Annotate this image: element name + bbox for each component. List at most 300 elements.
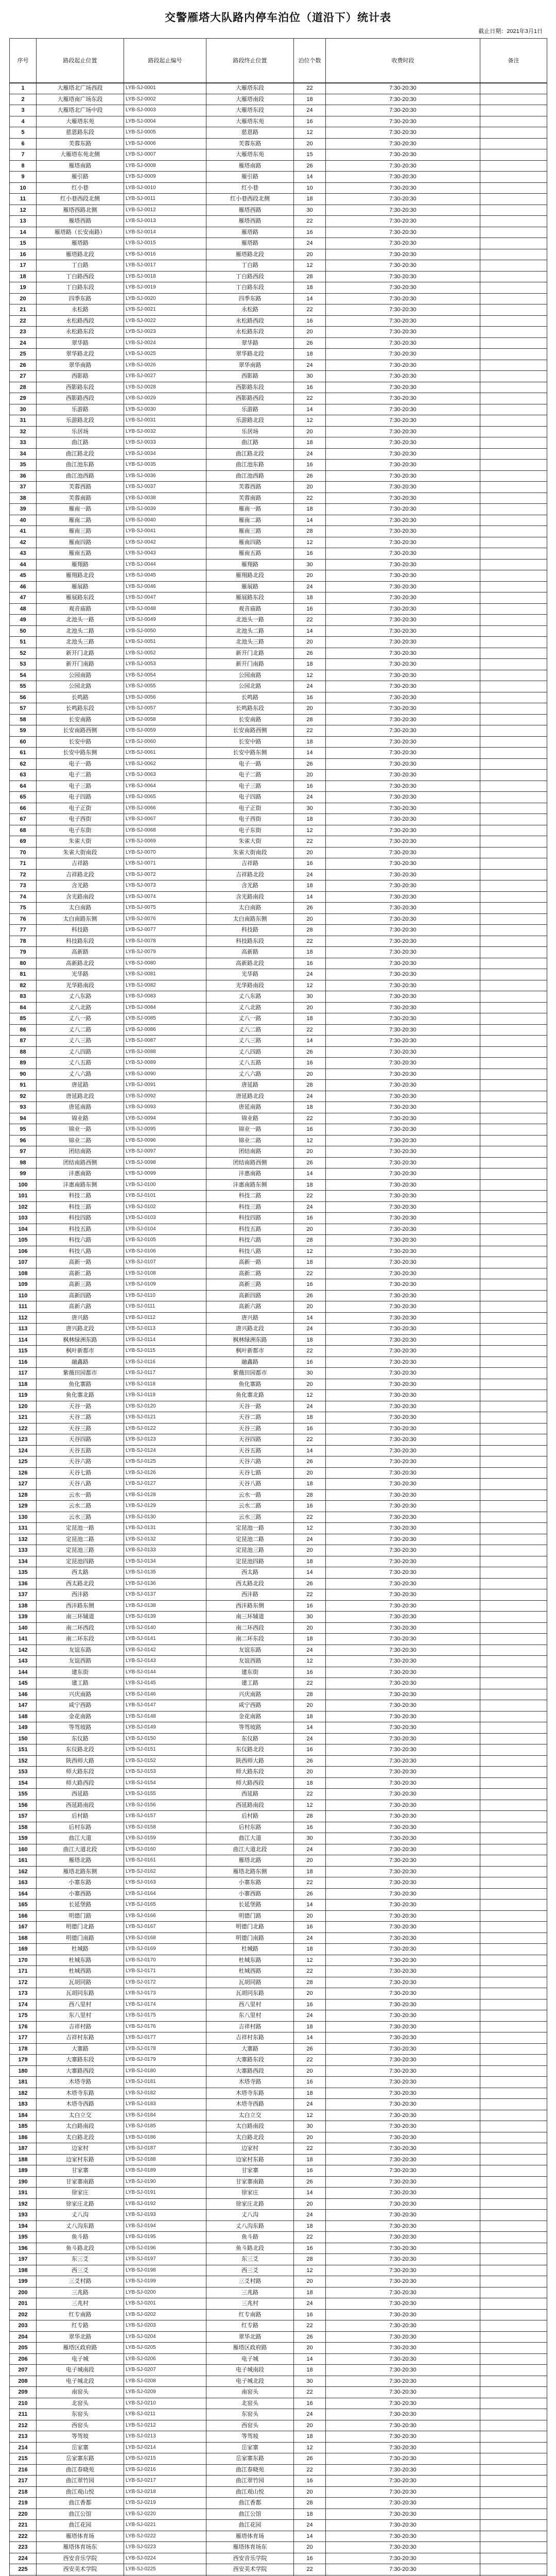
column-header-end: 路段终止位置 xyxy=(206,39,294,83)
row-seq: 60 xyxy=(10,736,37,748)
row-count: 14 xyxy=(294,1567,326,1579)
row-seq: 28 xyxy=(10,382,37,393)
row-note xyxy=(480,1489,547,1501)
table-row xyxy=(10,2132,547,2143)
row-hours: 7:30-20:30 xyxy=(326,2188,480,2199)
row-hours: 7:30-20:30 xyxy=(326,504,480,515)
table-row xyxy=(10,2021,547,2032)
table-row xyxy=(10,1346,547,1357)
row-note xyxy=(480,426,547,437)
row-seq: 105 xyxy=(10,1235,37,1246)
row-start: 丈八二路 xyxy=(37,1024,124,1036)
row-end: 沣惠南路 xyxy=(206,1168,294,1180)
table-row xyxy=(10,1069,547,1080)
row-hours: 7:30-20:30 xyxy=(326,160,480,172)
row-count: 22 xyxy=(294,1024,326,1036)
row-count: 16 xyxy=(294,958,326,969)
row-hours: 7:30-20:30 xyxy=(326,1013,480,1025)
table-row xyxy=(10,2055,547,2066)
row-end: 西太路 xyxy=(206,1567,294,1579)
row-seq: 141 xyxy=(10,1634,37,1645)
row-code: LYB-SJ-0180 xyxy=(124,2065,206,2077)
row-note xyxy=(480,460,547,471)
row-seq: 155 xyxy=(10,1789,37,1800)
row-hours: 7:30-20:30 xyxy=(326,2564,480,2575)
row-count: 26 xyxy=(294,2043,326,2055)
row-count: 20 xyxy=(294,1146,326,1158)
row-end: 唐兴路北段 xyxy=(206,1324,294,1335)
row-start: 长安中路 xyxy=(37,736,124,748)
row-note xyxy=(480,803,547,814)
table-row xyxy=(10,2442,547,2453)
row-seq: 179 xyxy=(10,2055,37,2066)
row-hours: 7:30-20:30 xyxy=(326,1567,480,1579)
row-seq: 24 xyxy=(10,337,37,349)
row-start: 太白路南段 xyxy=(37,2121,124,2132)
row-start: 太白南路东侧 xyxy=(37,913,124,925)
row-seq: 180 xyxy=(10,2065,37,2077)
row-start: 沣惠南路 xyxy=(37,1168,124,1180)
row-start: 芙蓉西路 xyxy=(37,482,124,493)
row-end: 长安南路西侧 xyxy=(206,725,294,737)
table-row xyxy=(10,2420,547,2431)
row-seq: 124 xyxy=(10,1445,37,1456)
row-seq: 135 xyxy=(10,1567,37,1579)
row-seq: 164 xyxy=(10,1888,37,1900)
row-count: 20 xyxy=(294,2132,326,2143)
row-note xyxy=(480,570,547,582)
row-hours: 7:30-20:30 xyxy=(326,1501,480,1512)
row-hours: 7:30-20:30 xyxy=(326,1412,480,1423)
row-start: 天谷七路 xyxy=(37,1467,124,1479)
row-note xyxy=(480,1080,547,1091)
row-count: 20 xyxy=(294,2542,326,2553)
row-start: 公园南路 xyxy=(37,670,124,681)
table-row xyxy=(10,1201,547,1213)
row-end: 长鸣路 xyxy=(206,692,294,703)
row-hours: 7:30-20:30 xyxy=(326,1246,480,1257)
table-row xyxy=(10,1777,547,1789)
row-code: LYB-SJ-0117 xyxy=(124,1368,206,1379)
row-count: 26 xyxy=(294,1755,326,1767)
row-hours: 7:30-20:30 xyxy=(326,559,480,570)
row-code: LYB-SJ-0091 xyxy=(124,1080,206,1091)
row-count: 14 xyxy=(294,1036,326,1047)
row-count: 24 xyxy=(294,1645,326,1656)
row-hours: 7:30-20:30 xyxy=(326,1855,480,1867)
row-code: LYB-SJ-0086 xyxy=(124,1024,206,1036)
row-seq: 172 xyxy=(10,1977,37,1988)
row-code: LYB-SJ-0130 xyxy=(124,1512,206,1523)
row-start: 西沣路 xyxy=(37,1589,124,1601)
table-row xyxy=(10,1268,547,1279)
row-hours: 7:30-20:30 xyxy=(326,1877,480,1889)
row-code: LYB-SJ-0210 xyxy=(124,2398,206,2409)
row-hours: 7:30-20:30 xyxy=(326,2398,480,2409)
row-start: 雁展路 xyxy=(37,581,124,592)
row-hours: 7:30-20:30 xyxy=(326,880,480,892)
row-note xyxy=(480,1213,547,1224)
row-code: LYB-SJ-0169 xyxy=(124,1944,206,1955)
row-note xyxy=(480,1888,547,1900)
row-code: LYB-SJ-0105 xyxy=(124,1235,206,1246)
row-note xyxy=(480,1401,547,1412)
row-note xyxy=(480,825,547,836)
row-end: 丈八一路 xyxy=(206,1013,294,1025)
row-count: 20 xyxy=(294,1002,326,1013)
row-code: LYB-SJ-0058 xyxy=(124,714,206,725)
table-row xyxy=(10,116,547,127)
row-hours: 7:30-20:30 xyxy=(326,1058,480,1069)
row-count: 28 xyxy=(294,925,326,936)
row-seq: 200 xyxy=(10,2287,37,2298)
row-end: 电子城北段 xyxy=(206,2376,294,2387)
row-note xyxy=(480,526,547,537)
row-note xyxy=(480,2099,547,2110)
row-code: LYB-SJ-0203 xyxy=(124,2320,206,2332)
row-code: LYB-SJ-0078 xyxy=(124,936,206,947)
row-end: 雁展路东段 xyxy=(206,592,294,604)
row-hours: 7:30-20:30 xyxy=(326,2520,480,2531)
row-start: 大寨路西段 xyxy=(37,2065,124,2077)
row-count: 20 xyxy=(294,426,326,437)
row-hours: 7:30-20:30 xyxy=(326,548,480,560)
row-code: LYB-SJ-0017 xyxy=(124,260,206,272)
row-code: LYB-SJ-0059 xyxy=(124,725,206,737)
row-code: LYB-SJ-0194 xyxy=(124,2221,206,2232)
row-note xyxy=(480,437,547,449)
row-seq: 32 xyxy=(10,426,37,437)
row-end: 观音庙路 xyxy=(206,603,294,615)
row-end: 科技二路 xyxy=(206,1191,294,1202)
row-hours: 7:30-20:30 xyxy=(326,803,480,814)
row-note xyxy=(480,260,547,272)
table-row xyxy=(10,515,547,526)
row-note xyxy=(480,1600,547,1612)
row-seq: 187 xyxy=(10,2143,37,2155)
row-count: 18 xyxy=(294,2221,326,2232)
row-note xyxy=(480,703,547,715)
row-note xyxy=(480,2287,547,2298)
table-row xyxy=(10,1844,547,1855)
row-code: LYB-SJ-0044 xyxy=(124,559,206,570)
table-row xyxy=(10,803,547,814)
table-row xyxy=(10,825,547,836)
row-hours: 7:30-20:30 xyxy=(326,692,480,703)
row-code: LYB-SJ-0140 xyxy=(124,1622,206,1634)
row-code: LYB-SJ-0118 xyxy=(124,1379,206,1390)
row-seq: 221 xyxy=(10,2520,37,2531)
row-start: 永松路西段 xyxy=(37,315,124,327)
table-row xyxy=(10,2553,547,2564)
row-end: 翠华路 xyxy=(206,337,294,349)
row-code: LYB-SJ-0206 xyxy=(124,2353,206,2365)
row-hours: 7:30-20:30 xyxy=(326,205,480,216)
row-seq: 162 xyxy=(10,1866,37,1877)
row-seq: 103 xyxy=(10,1213,37,1224)
row-count: 16 xyxy=(294,1501,326,1512)
row-code: LYB-SJ-0008 xyxy=(124,160,206,172)
row-seq: 183 xyxy=(10,2099,37,2110)
row-start: 天谷四路 xyxy=(37,1434,124,1446)
table-row xyxy=(10,127,547,139)
row-end: 西沣路东侧 xyxy=(206,1600,294,1612)
row-code: LYB-SJ-0189 xyxy=(124,2165,206,2177)
row-seq: 34 xyxy=(10,448,37,460)
row-seq: 9 xyxy=(10,172,37,183)
row-end: 岳家寨东路 xyxy=(206,2453,294,2465)
row-end: 建工路 xyxy=(206,1678,294,1689)
table-row xyxy=(10,2343,547,2354)
row-hours: 7:30-20:30 xyxy=(326,1777,480,1789)
row-start: 北池头三路 xyxy=(37,637,124,648)
row-note xyxy=(480,327,547,338)
row-code: LYB-SJ-0221 xyxy=(124,2520,206,2531)
row-count: 24 xyxy=(294,2099,326,2110)
row-code: LYB-SJ-0036 xyxy=(124,470,206,482)
row-note xyxy=(480,1977,547,1988)
row-start: 木塔寺东路 xyxy=(37,2088,124,2099)
row-hours: 7:30-20:30 xyxy=(326,2088,480,2099)
table-row xyxy=(10,903,547,914)
row-seq: 212 xyxy=(10,2420,37,2431)
row-seq: 132 xyxy=(10,1534,37,1545)
row-count: 28 xyxy=(294,714,326,725)
row-code: LYB-SJ-0038 xyxy=(124,493,206,504)
row-seq: 201 xyxy=(10,2298,37,2310)
row-seq: 30 xyxy=(10,404,37,415)
table-row xyxy=(10,1866,547,1877)
row-note xyxy=(480,1423,547,1434)
row-start: 曲江春晓苑 xyxy=(37,2464,124,2476)
row-start: 丁白路西段 xyxy=(37,271,124,282)
row-hours: 7:30-20:30 xyxy=(326,2065,480,2077)
table-row xyxy=(10,1755,547,1767)
row-start: 雁塔北路 xyxy=(37,1855,124,1867)
row-start: 丈八三路 xyxy=(37,1036,124,1047)
row-start: 南窑头 xyxy=(37,2387,124,2398)
row-code: LYB-SJ-0200 xyxy=(124,2287,206,2298)
row-code: LYB-SJ-0159 xyxy=(124,1833,206,1844)
row-hours: 7:30-20:30 xyxy=(326,936,480,947)
row-code: LYB-SJ-0071 xyxy=(124,858,206,870)
row-start: 大寨路东段 xyxy=(37,2055,124,2066)
table-row xyxy=(10,1368,547,1379)
row-end: 朱雀大街南段 xyxy=(206,847,294,858)
row-end: 西三爻 xyxy=(206,2265,294,2276)
row-start: 明德门南路 xyxy=(37,1933,124,1944)
row-hours: 7:30-20:30 xyxy=(326,725,480,737)
table-row xyxy=(10,360,547,371)
row-hours: 7:30-20:30 xyxy=(326,858,480,870)
row-code: LYB-SJ-0144 xyxy=(124,1667,206,1678)
row-code: LYB-SJ-0131 xyxy=(124,1523,206,1534)
row-note xyxy=(480,2564,547,2575)
row-code: LYB-SJ-0192 xyxy=(124,2198,206,2210)
row-hours: 7:30-20:30 xyxy=(326,249,480,260)
row-hours: 7:30-20:30 xyxy=(326,736,480,748)
row-hours: 7:30-20:30 xyxy=(326,1645,480,1656)
row-code: LYB-SJ-0222 xyxy=(124,2531,206,2542)
row-hours: 7:30-20:30 xyxy=(326,105,480,116)
row-end: 唐延南路 xyxy=(206,1102,294,1113)
row-hours: 7:30-20:30 xyxy=(326,1955,480,1966)
row-end: 大雁塔东段 xyxy=(206,105,294,116)
row-end: 长安中路东侧 xyxy=(206,748,294,759)
row-code: LYB-SJ-0205 xyxy=(124,2343,206,2354)
row-note xyxy=(480,1822,547,1833)
row-start: 长安南路西侧 xyxy=(37,725,124,737)
table-row xyxy=(10,1445,547,1456)
row-end: 云水三路 xyxy=(206,1512,294,1523)
row-note xyxy=(480,847,547,858)
row-code: LYB-SJ-0069 xyxy=(124,836,206,848)
row-note xyxy=(480,371,547,382)
row-count: 16 xyxy=(294,858,326,870)
row-end: 电子东街 xyxy=(206,825,294,836)
row-note xyxy=(480,1966,547,1977)
row-seq: 151 xyxy=(10,1744,37,1756)
row-hours: 7:30-20:30 xyxy=(326,337,480,349)
row-hours: 7:30-20:30 xyxy=(326,2232,480,2243)
row-count: 22 xyxy=(294,1678,326,1689)
row-code: LYB-SJ-0199 xyxy=(124,2276,206,2287)
row-seq: 65 xyxy=(10,792,37,803)
row-end: 曲江池西路 xyxy=(206,470,294,482)
row-code: LYB-SJ-0043 xyxy=(124,548,206,560)
row-note xyxy=(480,105,547,116)
row-count: 14 xyxy=(294,172,326,183)
row-note xyxy=(480,238,547,249)
row-note xyxy=(480,814,547,825)
row-seq: 120 xyxy=(10,1401,37,1412)
row-seq: 116 xyxy=(10,1357,37,1368)
row-hours: 7:30-20:30 xyxy=(326,1800,480,1811)
row-seq: 72 xyxy=(10,869,37,880)
row-start: 红小巷西段北侧 xyxy=(37,194,124,205)
row-hours: 7:30-20:30 xyxy=(326,238,480,249)
column-header-hours: 收费时段 xyxy=(326,39,480,83)
table-row xyxy=(10,913,547,925)
table-row xyxy=(10,415,547,427)
row-note xyxy=(480,1622,547,1634)
row-code: LYB-SJ-0175 xyxy=(124,2010,206,2022)
row-code: LYB-SJ-0012 xyxy=(124,205,206,216)
row-note xyxy=(480,537,547,548)
row-code: LYB-SJ-0048 xyxy=(124,603,206,615)
row-note xyxy=(480,836,547,848)
table-row xyxy=(10,1080,547,1091)
table-row xyxy=(10,2298,547,2310)
row-seq: 61 xyxy=(10,748,37,759)
row-note xyxy=(480,1789,547,1800)
row-seq: 211 xyxy=(10,2409,37,2420)
row-code: LYB-SJ-0068 xyxy=(124,825,206,836)
table-row xyxy=(10,681,547,692)
row-code: LYB-SJ-0040 xyxy=(124,515,206,526)
row-count: 14 xyxy=(294,1312,326,1324)
row-code: LYB-SJ-0202 xyxy=(124,2309,206,2320)
row-note xyxy=(480,382,547,393)
row-hours: 7:30-20:30 xyxy=(326,1733,480,1744)
row-seq: 64 xyxy=(10,781,37,792)
row-seq: 165 xyxy=(10,1900,37,1911)
row-note xyxy=(480,2143,547,2155)
row-note xyxy=(480,2298,547,2310)
row-start: 小寨东路 xyxy=(37,1877,124,1889)
table-row xyxy=(10,238,547,249)
row-note xyxy=(480,127,547,139)
row-code: LYB-SJ-0106 xyxy=(124,1246,206,1257)
row-note xyxy=(480,1135,547,1146)
row-code: LYB-SJ-0178 xyxy=(124,2043,206,2055)
row-end: 吉祥路 xyxy=(206,858,294,870)
table-row xyxy=(10,1467,547,1479)
row-start: 曲江公馆 xyxy=(37,2509,124,2520)
row-start: 高新一路 xyxy=(37,1257,124,1268)
row-count: 24 xyxy=(294,2409,326,2420)
row-note xyxy=(480,2553,547,2564)
row-hours: 7:30-20:30 xyxy=(326,1113,480,1124)
row-code: LYB-SJ-0107 xyxy=(124,1257,206,1268)
row-hours: 7:30-20:30 xyxy=(326,1024,480,1036)
row-end: 丈八沟东路 xyxy=(206,2221,294,2232)
row-count: 22 xyxy=(294,1877,326,1889)
row-end: 边家村 xyxy=(206,2143,294,2155)
row-end: 曲江香都 xyxy=(206,2498,294,2509)
row-start: 徐家庄 xyxy=(37,2188,124,2199)
table-row xyxy=(10,404,547,415)
row-code: LYB-SJ-0155 xyxy=(124,1789,206,1800)
row-hours: 7:30-20:30 xyxy=(326,2121,480,2132)
row-count: 22 xyxy=(294,304,326,316)
row-seq: 1 xyxy=(10,83,37,94)
row-seq: 74 xyxy=(10,891,37,903)
row-hours: 7:30-20:30 xyxy=(326,891,480,903)
row-seq: 101 xyxy=(10,1191,37,1202)
row-code: LYB-SJ-0154 xyxy=(124,1777,206,1789)
row-hours: 7:30-20:30 xyxy=(326,271,480,282)
table-row xyxy=(10,1257,547,1268)
row-count: 18 xyxy=(294,2088,326,2099)
row-note xyxy=(480,891,547,903)
row-seq: 11 xyxy=(10,194,37,205)
table-row xyxy=(10,1091,547,1102)
row-note xyxy=(480,194,547,205)
row-end: 雁塔北路东侧 xyxy=(206,1866,294,1877)
row-hours: 7:30-20:30 xyxy=(326,94,480,105)
row-start: 高新二路 xyxy=(37,1268,124,1279)
table-row xyxy=(10,1900,547,1911)
table-row xyxy=(10,2498,547,2509)
row-hours: 7:30-20:30 xyxy=(326,980,480,991)
row-note xyxy=(480,160,547,172)
row-hours: 7:30-20:30 xyxy=(326,2110,480,2121)
row-hours: 7:30-20:30 xyxy=(326,1201,480,1213)
row-start: 融鑫路 xyxy=(37,1357,124,1368)
row-count: 24 xyxy=(294,360,326,371)
row-start: 天谷八路 xyxy=(37,1479,124,1490)
row-seq: 76 xyxy=(10,913,37,925)
row-code: LYB-SJ-0209 xyxy=(124,2387,206,2398)
row-count: 12 xyxy=(294,1656,326,1667)
row-end: 鱼化寨北路 xyxy=(206,1390,294,1401)
row-seq: 157 xyxy=(10,1811,37,1822)
row-end: 雁展路 xyxy=(206,581,294,592)
row-seq: 96 xyxy=(10,1135,37,1146)
row-note xyxy=(480,1999,547,2010)
row-count: 28 xyxy=(294,2498,326,2509)
